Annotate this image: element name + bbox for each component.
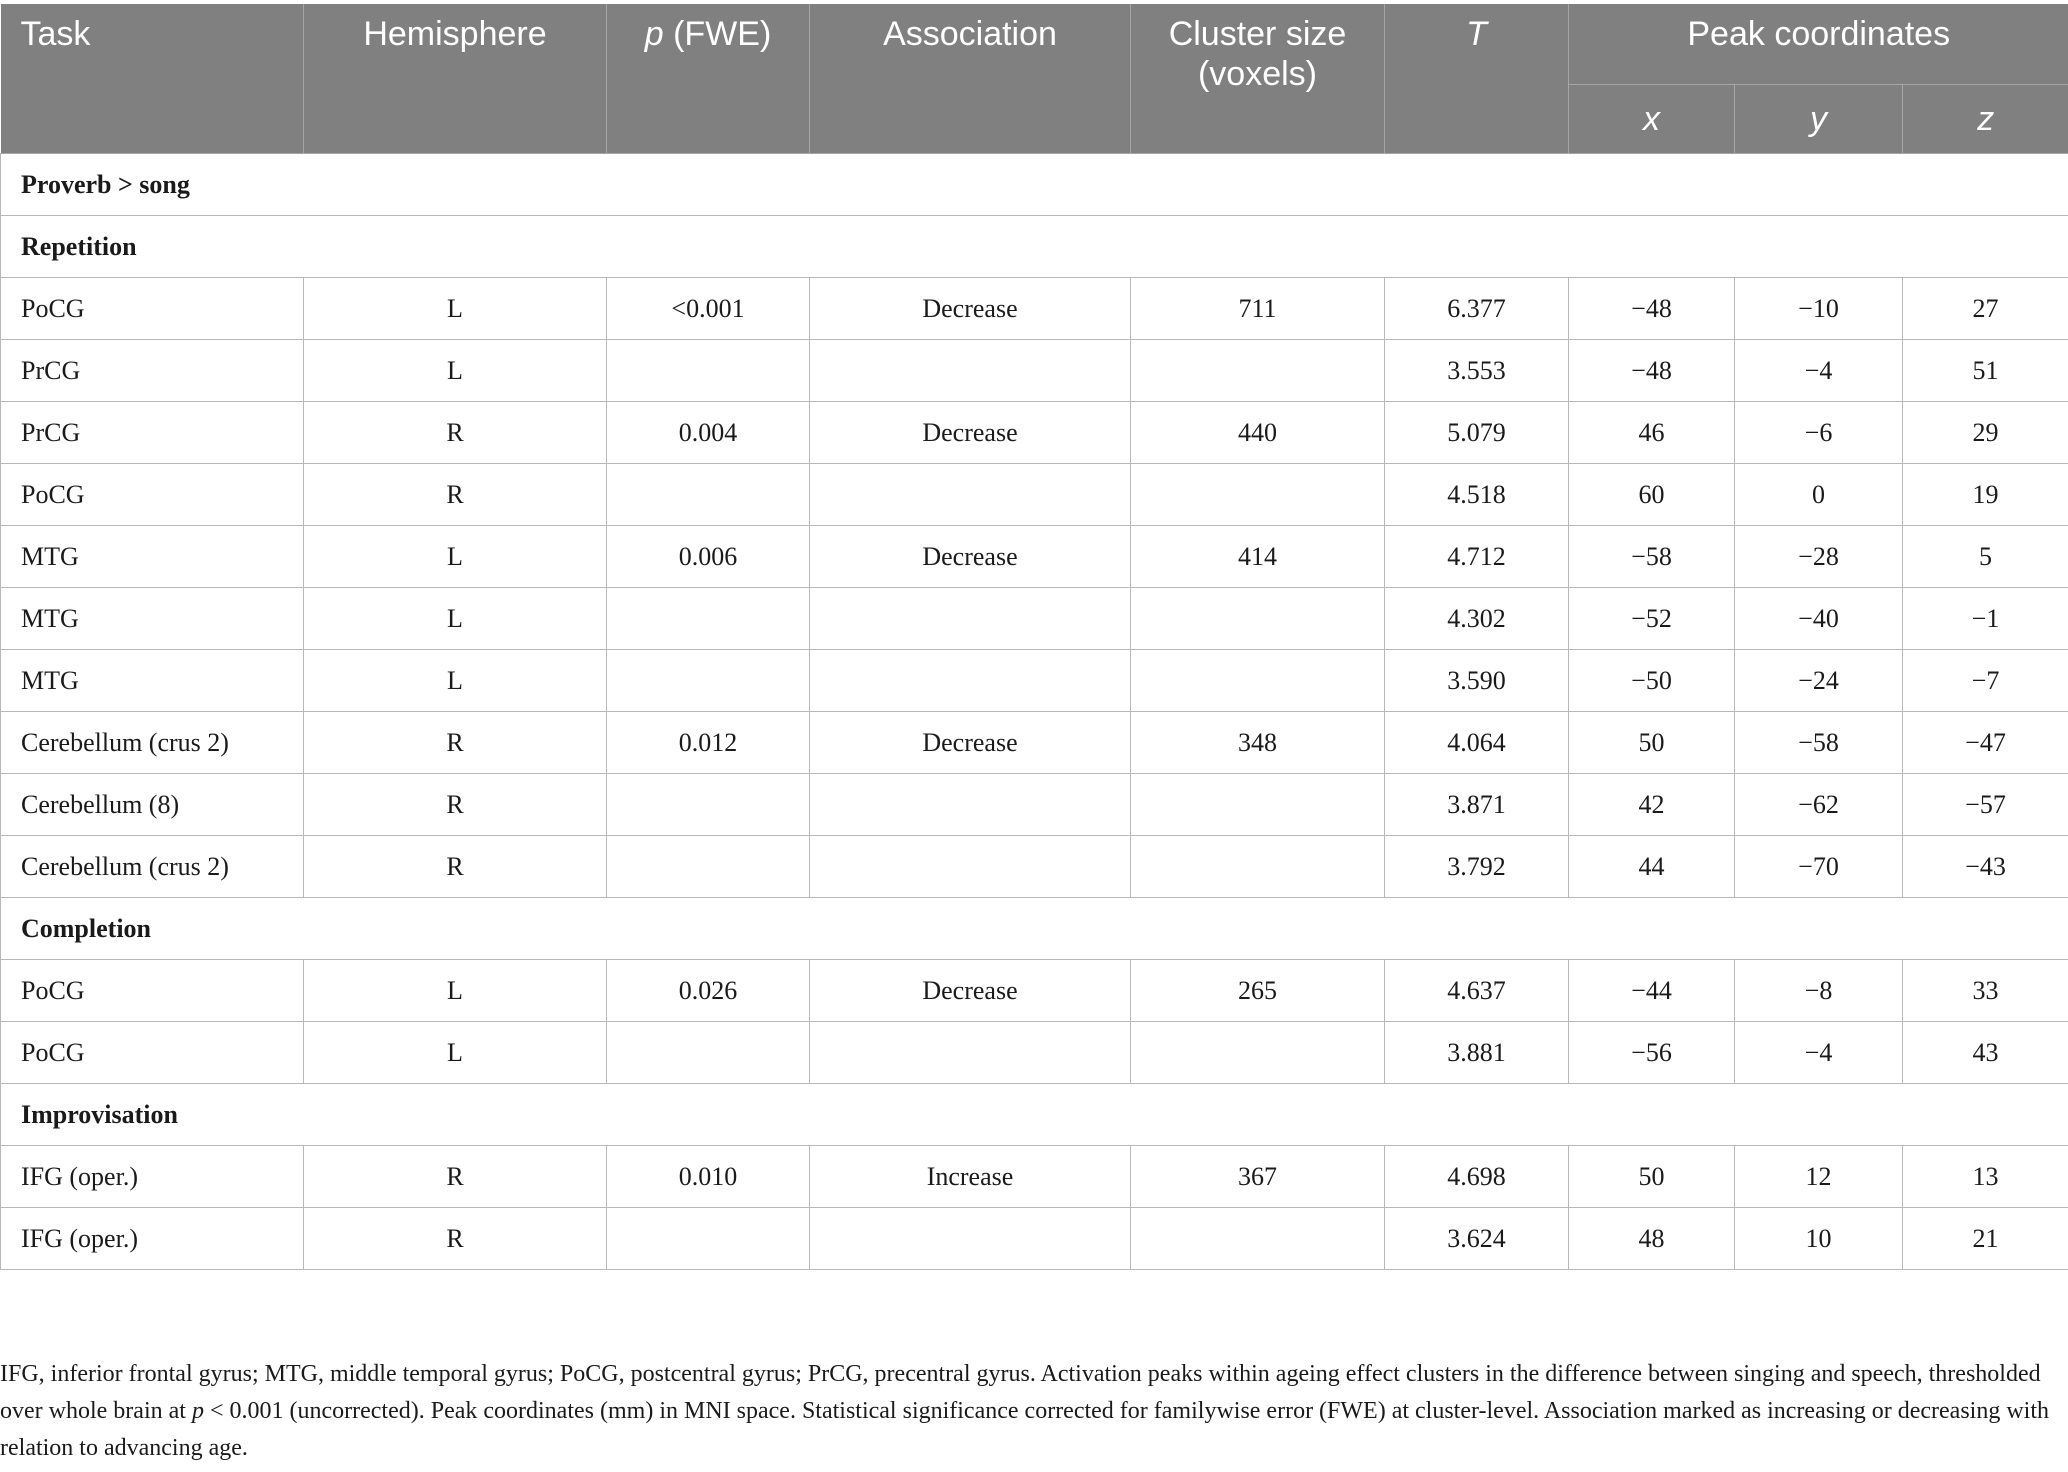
header-association: Association	[810, 4, 1131, 154]
cell-hemisphere: L	[304, 278, 607, 340]
table-row	[1, 340, 2068, 402]
cell-t: 6.377	[1385, 278, 1569, 340]
cell-cluster-size	[1131, 1208, 1385, 1270]
header-task: Task	[1, 4, 304, 154]
cell-x: −48	[1569, 278, 1735, 340]
cell-y: −62	[1735, 774, 1903, 836]
table-row	[1, 836, 2068, 898]
cell-z: −1	[1903, 588, 2068, 650]
cell-association: Decrease	[810, 960, 1131, 1022]
cell-task: Cerebellum (crus 2)	[1, 836, 304, 898]
cell-hemisphere: L	[304, 526, 607, 588]
cell-t: 3.881	[1385, 1022, 1569, 1084]
cell-p-fwe	[607, 588, 810, 650]
cell-z: 5	[1903, 526, 2068, 588]
cell-y: −4	[1735, 1022, 1903, 1084]
header-y: y	[1735, 85, 1903, 154]
cell-x: 42	[1569, 774, 1735, 836]
cell-hemisphere: R	[304, 712, 607, 774]
cell-task: PoCG	[1, 960, 304, 1022]
cell-y: −4	[1735, 340, 1903, 402]
cell-x: −48	[1569, 340, 1735, 402]
cell-p-fwe	[607, 1208, 810, 1270]
cell-cluster-size	[1131, 588, 1385, 650]
cell-z: 19	[1903, 464, 2068, 526]
cell-t: 4.637	[1385, 960, 1569, 1022]
cell-t: 5.079	[1385, 402, 1569, 464]
cell-z: 13	[1903, 1146, 2068, 1208]
cell-task: PoCG	[1, 1022, 304, 1084]
cell-t: 4.302	[1385, 588, 1569, 650]
table-row	[1, 1208, 2068, 1270]
cell-z: 33	[1903, 960, 2068, 1022]
cell-task: IFG (oper.)	[1, 1208, 304, 1270]
cell-x: −56	[1569, 1022, 1735, 1084]
section-row	[1, 1084, 2068, 1146]
cell-association: Increase	[810, 1146, 1131, 1208]
cell-cluster-size: 367	[1131, 1146, 1385, 1208]
cell-association	[810, 340, 1131, 402]
table-row	[1, 1022, 2068, 1084]
cell-z: −7	[1903, 650, 2068, 712]
cell-hemisphere: L	[304, 1022, 607, 1084]
cell-hemisphere: R	[304, 774, 607, 836]
section-title: Repetition	[1, 216, 2068, 278]
cell-task: PoCG	[1, 278, 304, 340]
section-title: Proverb > song	[1, 154, 2068, 216]
cell-y: 0	[1735, 464, 1903, 526]
header-peak-coordinates: Peak coordinates	[1569, 4, 2068, 85]
cell-cluster-size	[1131, 464, 1385, 526]
cell-z: −47	[1903, 712, 2068, 774]
cell-p-fwe	[607, 774, 810, 836]
cell-task: PrCG	[1, 340, 304, 402]
cell-hemisphere: R	[304, 1208, 607, 1270]
cell-x: 48	[1569, 1208, 1735, 1270]
table-footnote: IFG, inferior frontal gyrus; MTG, middle temporal gyrus; PoCG, postcentral gyrus; PrCG, precentral gyrus. Activation peaks within ageing effect clusters in the difference between singing and speech, thresholded over whole brain at p < 0.001 (uncorrected). Peak coordinates (mm) in MNI space. Statistical significance corrected for familywise error (FWE) at cluster-level. Association marked as increasing or decreasing with relation to advancing age.	[0, 1361, 2049, 1461]
cell-p-fwe	[607, 650, 810, 712]
cell-x: −58	[1569, 526, 1735, 588]
cell-y: −6	[1735, 402, 1903, 464]
cell-p-fwe: 0.026	[607, 960, 810, 1022]
cell-p-fwe: 0.012	[607, 712, 810, 774]
cell-hemisphere: R	[304, 1146, 607, 1208]
cell-cluster-size	[1131, 340, 1385, 402]
cell-p-fwe: 0.006	[607, 526, 810, 588]
header-p-fwe: p (FWE)	[607, 4, 810, 154]
cell-cluster-size: 711	[1131, 278, 1385, 340]
cell-y: −10	[1735, 278, 1903, 340]
cell-x: 60	[1569, 464, 1735, 526]
cell-t: 4.518	[1385, 464, 1569, 526]
table-row	[1, 526, 2068, 588]
cell-hemisphere: L	[304, 588, 607, 650]
cell-z: 43	[1903, 1022, 2068, 1084]
cell-x: 44	[1569, 836, 1735, 898]
cell-y: −28	[1735, 526, 1903, 588]
cell-p-fwe: 0.010	[607, 1146, 810, 1208]
cell-cluster-size	[1131, 774, 1385, 836]
cell-y: −8	[1735, 960, 1903, 1022]
cell-hemisphere: R	[304, 836, 607, 898]
cell-y: −40	[1735, 588, 1903, 650]
cell-x: 46	[1569, 402, 1735, 464]
section-row	[1, 898, 2068, 960]
table-row	[1, 960, 2068, 1022]
section-row	[1, 216, 2068, 278]
table-row	[1, 650, 2068, 712]
table-row	[1, 1146, 2068, 1208]
cell-p-fwe	[607, 1022, 810, 1084]
cell-cluster-size	[1131, 836, 1385, 898]
header-x: x	[1569, 85, 1735, 154]
cell-t: 3.553	[1385, 340, 1569, 402]
cell-y: −58	[1735, 712, 1903, 774]
cell-t: 3.624	[1385, 1208, 1569, 1270]
header-cluster-size: Cluster size (voxels)	[1131, 4, 1385, 154]
header-t: T	[1385, 4, 1569, 154]
cell-z: 21	[1903, 1208, 2068, 1270]
cell-p-fwe	[607, 836, 810, 898]
cell-association	[810, 650, 1131, 712]
cell-association: Decrease	[810, 402, 1131, 464]
header-z: z	[1903, 85, 2068, 154]
section-title: Completion	[1, 898, 2068, 960]
cell-z: 29	[1903, 402, 2068, 464]
cell-p-fwe: <0.001	[607, 278, 810, 340]
cell-p-fwe: 0.004	[607, 402, 810, 464]
cell-y: −24	[1735, 650, 1903, 712]
cell-hemisphere: L	[304, 650, 607, 712]
cell-task: MTG	[1, 526, 304, 588]
cell-t: 3.590	[1385, 650, 1569, 712]
cell-x: −50	[1569, 650, 1735, 712]
cell-y: 10	[1735, 1208, 1903, 1270]
cell-association: Decrease	[810, 712, 1131, 774]
cell-cluster-size	[1131, 650, 1385, 712]
cell-association	[810, 1208, 1131, 1270]
cell-x: 50	[1569, 1146, 1735, 1208]
cell-task: Cerebellum (8)	[1, 774, 304, 836]
cell-hemisphere: R	[304, 402, 607, 464]
cell-t: 4.064	[1385, 712, 1569, 774]
table-row	[1, 278, 2068, 340]
cell-association	[810, 1022, 1131, 1084]
cell-task: PoCG	[1, 464, 304, 526]
table-row	[1, 402, 2068, 464]
table-row	[1, 774, 2068, 836]
results-table	[0, 4, 2068, 1270]
cell-association	[810, 836, 1131, 898]
cell-cluster-size: 440	[1131, 402, 1385, 464]
cell-task: PrCG	[1, 402, 304, 464]
cell-t: 4.712	[1385, 526, 1569, 588]
cell-task: Cerebellum (crus 2)	[1, 712, 304, 774]
cell-x: −44	[1569, 960, 1735, 1022]
cell-t: 3.792	[1385, 836, 1569, 898]
cell-p-fwe	[607, 340, 810, 402]
cell-cluster-size	[1131, 1022, 1385, 1084]
table-body	[1, 154, 2068, 1270]
section-row	[1, 154, 2068, 216]
cell-cluster-size: 348	[1131, 712, 1385, 774]
table-row	[1, 712, 2068, 774]
cell-y: −70	[1735, 836, 1903, 898]
cell-y: 12	[1735, 1146, 1903, 1208]
cell-task: MTG	[1, 650, 304, 712]
cell-t: 4.698	[1385, 1146, 1569, 1208]
cell-association: Decrease	[810, 526, 1131, 588]
cell-z: −57	[1903, 774, 2068, 836]
cell-hemisphere: R	[304, 464, 607, 526]
cell-t: 3.871	[1385, 774, 1569, 836]
cell-cluster-size: 265	[1131, 960, 1385, 1022]
cell-association	[810, 464, 1131, 526]
cell-association	[810, 774, 1131, 836]
cell-association	[810, 588, 1131, 650]
table-row	[1, 464, 2068, 526]
cell-p-fwe	[607, 464, 810, 526]
cell-z: −43	[1903, 836, 2068, 898]
section-title: Improvisation	[1, 1084, 2068, 1146]
cell-hemisphere: L	[304, 960, 607, 1022]
table-header	[1, 4, 2068, 154]
cell-x: 50	[1569, 712, 1735, 774]
cell-cluster-size: 414	[1131, 526, 1385, 588]
table-row	[1, 588, 2068, 650]
cell-task: MTG	[1, 588, 304, 650]
cell-x: −52	[1569, 588, 1735, 650]
cell-task: IFG (oper.)	[1, 1146, 304, 1208]
cell-association: Decrease	[810, 278, 1131, 340]
header-hemisphere: Hemisphere	[304, 4, 607, 154]
cell-hemisphere: L	[304, 340, 607, 402]
cell-z: 27	[1903, 278, 2068, 340]
cell-z: 51	[1903, 340, 2068, 402]
